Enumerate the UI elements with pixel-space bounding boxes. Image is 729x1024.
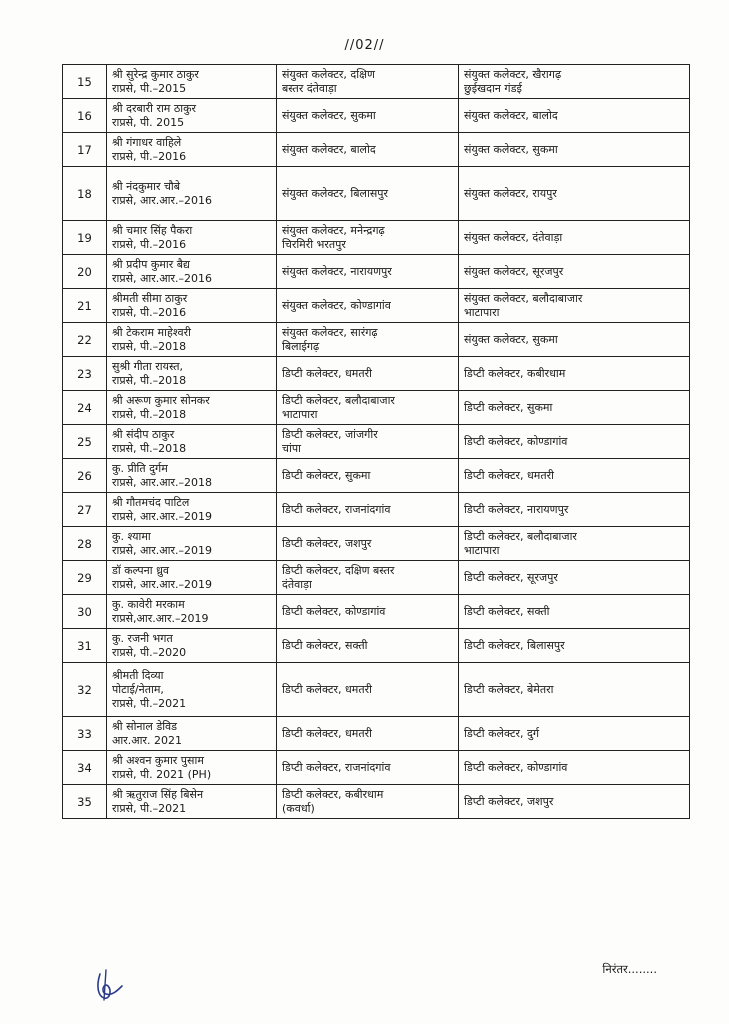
serial-number: 17 (63, 133, 107, 167)
new-posting-line: संयुक्त कलेक्टर, दंतेवाड़ा (464, 230, 563, 244)
officer-name-cell (107, 663, 277, 717)
officer-name-cell (107, 751, 277, 785)
officer-name-line: श्री चमार सिंह पैकरा (112, 223, 193, 237)
officer-name-cell (107, 133, 277, 167)
serial-number: 19 (63, 221, 107, 255)
officer-name-cell (107, 785, 277, 819)
officer-name-cell (107, 289, 277, 323)
officer-name-line: श्री गौतमचंद पाटिल (112, 495, 190, 509)
current-posting-cell (277, 629, 459, 663)
new-posting-cell (459, 221, 690, 255)
officer-name-line: सुश्री गीता रायस्त, (112, 359, 184, 373)
current-posting-cell (277, 751, 459, 785)
current-posting-line: दंतेवाड़ा (282, 577, 312, 591)
current-posting-line: डिप्टी कलेक्टर, धमतरी (282, 366, 372, 380)
officer-name-line: श्री ऋतुराज सिंह बिसेन (112, 787, 204, 801)
new-posting-line: भाटापारा (464, 543, 500, 557)
new-posting-cell (459, 167, 690, 221)
officer-name-line: राप्रसे, आर.आर.–2016 (112, 193, 213, 207)
current-posting-line: डिप्टी कलेक्टर, जशपुर (282, 536, 372, 550)
officer-name-line: डॉ कल्पना ध्रुव (112, 563, 169, 577)
new-posting-line: डिप्टी कलेक्टर, सक्ती (464, 604, 550, 618)
officer-name-line: राप्रसे, पी.–2021 (112, 696, 187, 710)
table-row (63, 459, 690, 493)
officer-name-line: राप्रसे, पी. 2015 (112, 115, 185, 129)
officer-name-line: राप्रसे, पी.–2018 (112, 441, 187, 455)
serial-number: 33 (63, 717, 107, 751)
new-posting-cell (459, 527, 690, 561)
new-posting-line: डिप्टी कलेक्टर, बलौदाबाजार (464, 529, 577, 543)
current-posting-line: संयुक्त कलेक्टर, नारायणपुर (282, 264, 392, 278)
table-row (63, 561, 690, 595)
officer-name-line: कु. रजनी भगत (112, 631, 173, 645)
current-posting-line: डिप्टी कलेक्टर, राजनांदगांव (282, 502, 391, 516)
officer-name-line: श्री अश्वन कुमार पुसाम (112, 753, 204, 767)
officer-name-line: श्री गंगाधर वाहिले (112, 135, 182, 149)
new-posting-line: डिप्टी कलेक्टर, बिलासपुर (464, 638, 565, 652)
officer-name-line: राप्रसे, आर.आर.–2019 (112, 509, 213, 523)
current-posting-line: डिप्टी कलेक्टर, कोण्डागांव (282, 604, 386, 618)
officer-name-cell (107, 255, 277, 289)
current-posting-line: संयुक्त कलेक्टर, बालोद (282, 142, 376, 156)
serial-number: 21 (63, 289, 107, 323)
officer-name-line: राप्रसे, आर.आर.–2019 (112, 577, 213, 591)
table-row (63, 595, 690, 629)
serial-number: 25 (63, 425, 107, 459)
table-row (63, 167, 690, 221)
current-posting-cell (277, 785, 459, 819)
officer-name-line: राप्रसे, पी.–2015 (112, 81, 187, 95)
current-posting-cell (277, 663, 459, 717)
officer-name-cell (107, 595, 277, 629)
new-posting-cell (459, 99, 690, 133)
officer-name-line: श्री अरूण कुमार सोनकर (112, 393, 210, 407)
officer-name-cell (107, 391, 277, 425)
current-posting-cell (277, 459, 459, 493)
current-posting-cell (277, 133, 459, 167)
table-row (63, 663, 690, 717)
officer-name-line: श्री नंदकुमार चौबे (112, 179, 181, 193)
officer-name-line: कु. प्रीति दुर्गम (112, 461, 168, 475)
table-row (63, 99, 690, 133)
officer-name-line: राप्रसे, पी.–2018 (112, 373, 187, 387)
current-posting-line: संयुक्त कलेक्टर, कोण्डागांव (282, 298, 391, 312)
officer-name-cell (107, 425, 277, 459)
new-posting-line: छुईखदान गंडई (464, 81, 522, 95)
current-posting-line: भाटापारा (282, 407, 318, 421)
officer-name-line: श्री टेकराम माहेश्वरी (112, 325, 191, 339)
serial-number: 34 (63, 751, 107, 785)
continued-note: निरंतर........ (602, 962, 657, 976)
table-row (63, 785, 690, 819)
officer-name-cell (107, 493, 277, 527)
officer-name-line: राप्रसे, पी.–2016 (112, 149, 187, 163)
signature-mark (92, 964, 128, 1004)
officer-name-line: श्री संदीप ठाकुर (112, 427, 175, 441)
current-posting-line: डिप्टी कलेक्टर, बलौदाबाजार (282, 393, 395, 407)
table-row (63, 527, 690, 561)
table-row (63, 255, 690, 289)
officer-name-line: कु. कावेरी मरकाम (112, 597, 185, 611)
new-posting-line: डिप्टी कलेक्टर, बेमेतरा (464, 682, 554, 696)
officer-name-line: राप्रसे,आर.आर.–2019 (112, 611, 209, 625)
current-posting-cell (277, 99, 459, 133)
new-posting-cell (459, 459, 690, 493)
officer-name-cell (107, 459, 277, 493)
officer-name-line: श्रीमती सीमा ठाकुर (112, 291, 188, 305)
current-posting-line: चांपा (282, 441, 301, 455)
new-posting-line: संयुक्त कलेक्टर, खैरागढ़ (464, 67, 562, 81)
current-posting-line: बस्तर दंतेवाड़ा (282, 81, 337, 95)
new-posting-line: डिप्टी कलेक्टर, कोण्डागांव (464, 434, 568, 448)
serial-number: 30 (63, 595, 107, 629)
new-posting-cell (459, 663, 690, 717)
officer-name-cell (107, 221, 277, 255)
officer-name-line: श्री दरबारी राम ठाकुर (112, 101, 197, 115)
table-row (63, 289, 690, 323)
officer-name-line: राप्रसे, पी.–2016 (112, 237, 187, 251)
new-posting-line: संयुक्त कलेक्टर, बालोद (464, 108, 558, 122)
current-posting-line: (कवर्धा) (282, 801, 315, 815)
current-posting-line: संयुक्त कलेक्टर, दक्षिण (282, 67, 375, 81)
serial-number: 28 (63, 527, 107, 561)
serial-number: 29 (63, 561, 107, 595)
new-posting-line: संयुक्त कलेक्टर, रायपुर (464, 186, 557, 200)
current-posting-cell (277, 221, 459, 255)
officer-name-cell (107, 167, 277, 221)
officer-name-line: राप्रसे, पी.–2018 (112, 339, 187, 353)
new-posting-cell (459, 717, 690, 751)
current-posting-cell (277, 561, 459, 595)
new-posting-cell (459, 493, 690, 527)
current-posting-line: चिरमिरी भरतपुर (282, 237, 346, 251)
table-row (63, 65, 690, 99)
new-posting-cell (459, 65, 690, 99)
new-posting-cell (459, 357, 690, 391)
current-posting-line: डिप्टी कलेक्टर, कबीरधाम (282, 787, 384, 801)
officer-name-cell (107, 629, 277, 663)
officer-name-line: श्री सोनाल डेविड (112, 719, 178, 733)
officer-name-cell (107, 65, 277, 99)
officer-name-cell (107, 717, 277, 751)
new-posting-cell (459, 785, 690, 819)
current-posting-cell (277, 527, 459, 561)
table-row (63, 493, 690, 527)
officer-name-line: श्री प्रदीप कुमार बैद्य (112, 257, 190, 271)
current-posting-cell (277, 391, 459, 425)
officer-name-cell (107, 99, 277, 133)
new-posting-cell (459, 425, 690, 459)
current-posting-line: डिप्टी कलेक्टर, राजनांदगांव (282, 760, 391, 774)
current-posting-line: बिलाईगढ़ (282, 339, 320, 353)
current-posting-line: डिप्टी कलेक्टर, सक्ती (282, 638, 368, 652)
officer-name-line: श्रीमती दिव्या (112, 668, 164, 682)
current-posting-line: संयुक्त कलेक्टर, सुकमा (282, 108, 376, 122)
serial-number: 18 (63, 167, 107, 221)
table-row (63, 391, 690, 425)
transfer-order-table (62, 64, 690, 819)
new-posting-line: डिप्टी कलेक्टर, सूरजपुर (464, 570, 558, 584)
new-posting-cell (459, 561, 690, 595)
current-posting-line: डिप्टी कलेक्टर, धमतरी (282, 726, 372, 740)
new-posting-line: डिप्टी कलेक्टर, सुकमा (464, 400, 553, 414)
officer-name-line: पोटाई/नेताम, (112, 682, 164, 696)
officer-name-line: राप्रसे, पी.–2016 (112, 305, 187, 319)
officer-name-cell (107, 357, 277, 391)
new-posting-cell (459, 289, 690, 323)
new-posting-line: डिप्टी कलेक्टर, नारायणपुर (464, 502, 569, 516)
officer-name-cell (107, 527, 277, 561)
current-posting-cell (277, 595, 459, 629)
new-posting-cell (459, 391, 690, 425)
new-posting-cell (459, 133, 690, 167)
new-posting-line: संयुक्त कलेक्टर, सुकमा (464, 332, 558, 346)
officer-name-line: श्री सुरेन्द्र कुमार ठाकुर (112, 67, 199, 81)
current-posting-cell (277, 493, 459, 527)
new-posting-line: भाटापारा (464, 305, 500, 319)
table-row (63, 717, 690, 751)
new-posting-line: डिप्टी कलेक्टर, दुर्ग (464, 726, 540, 740)
table-row (63, 357, 690, 391)
new-posting-cell (459, 255, 690, 289)
new-posting-line: संयुक्त कलेक्टर, बलौदाबाजार (464, 291, 583, 305)
officer-name-line: राप्रसे, पी. 2021 (PH) (112, 767, 212, 781)
officer-name-line: राप्रसे, पी.–2021 (112, 801, 187, 815)
new-posting-line: संयुक्त कलेक्टर, सूरजपुर (464, 264, 564, 278)
current-posting-cell (277, 323, 459, 357)
officer-name-line: राप्रसे, पी.–2020 (112, 645, 187, 659)
new-posting-line: डिप्टी कलेक्टर, जशपुर (464, 794, 554, 808)
current-posting-cell (277, 255, 459, 289)
current-posting-cell (277, 425, 459, 459)
serial-number: 22 (63, 323, 107, 357)
current-posting-line: डिप्टी कलेक्टर, सुकमा (282, 468, 371, 482)
table-row (63, 221, 690, 255)
table-row (63, 751, 690, 785)
table-row (63, 629, 690, 663)
current-posting-cell (277, 357, 459, 391)
current-posting-cell (277, 717, 459, 751)
serial-number: 31 (63, 629, 107, 663)
page-number: //02// (344, 38, 385, 53)
serial-number: 23 (63, 357, 107, 391)
current-posting-cell (277, 167, 459, 221)
new-posting-line: डिप्टी कलेक्टर, कोण्डागांव (464, 760, 568, 774)
serial-number: 27 (63, 493, 107, 527)
current-posting-line: संयुक्त कलेक्टर, बिलासपुर (282, 186, 389, 200)
current-posting-line: डिप्टी कलेक्टर, दक्षिण बस्तर (282, 563, 395, 577)
current-posting-line: डिप्टी कलेक्टर, धमतरी (282, 682, 372, 696)
table-body (63, 65, 690, 819)
new-posting-line: डिप्टी कलेक्टर, धमतरी (464, 468, 554, 482)
table-row (63, 323, 690, 357)
serial-number: 35 (63, 785, 107, 819)
officer-name-line: कु. श्यामा (112, 529, 151, 543)
serial-number: 24 (63, 391, 107, 425)
new-posting-cell (459, 323, 690, 357)
new-posting-line: डिप्टी कलेक्टर, कबीरधाम (464, 366, 566, 380)
new-posting-cell (459, 629, 690, 663)
serial-number: 26 (63, 459, 107, 493)
new-posting-line: संयुक्त कलेक्टर, सुकमा (464, 142, 558, 156)
officer-name-line: राप्रसे, आर.आर.–2018 (112, 475, 213, 489)
current-posting-cell (277, 65, 459, 99)
current-posting-line: संयुक्त कलेक्टर, मनेन्द्रगढ़ (282, 223, 385, 237)
officer-name-cell (107, 323, 277, 357)
current-posting-cell (277, 289, 459, 323)
current-posting-line: संयुक्त कलेक्टर, सारंगढ़ (282, 325, 378, 339)
officer-name-cell (107, 561, 277, 595)
serial-number: 16 (63, 99, 107, 133)
officer-name-line: राप्रसे, आर.आर.–2016 (112, 271, 213, 285)
officer-name-line: राप्रसे, पी.–2018 (112, 407, 187, 421)
table-row (63, 133, 690, 167)
officer-name-line: आर.आर. 2021 (112, 733, 182, 747)
table-row (63, 425, 690, 459)
serial-number: 32 (63, 663, 107, 717)
new-posting-cell (459, 751, 690, 785)
officer-name-line: राप्रसे, आर.आर.–2019 (112, 543, 213, 557)
new-posting-cell (459, 595, 690, 629)
serial-number: 15 (63, 65, 107, 99)
serial-number: 20 (63, 255, 107, 289)
current-posting-line: डिप्टी कलेक्टर, जांजगीर (282, 427, 378, 441)
